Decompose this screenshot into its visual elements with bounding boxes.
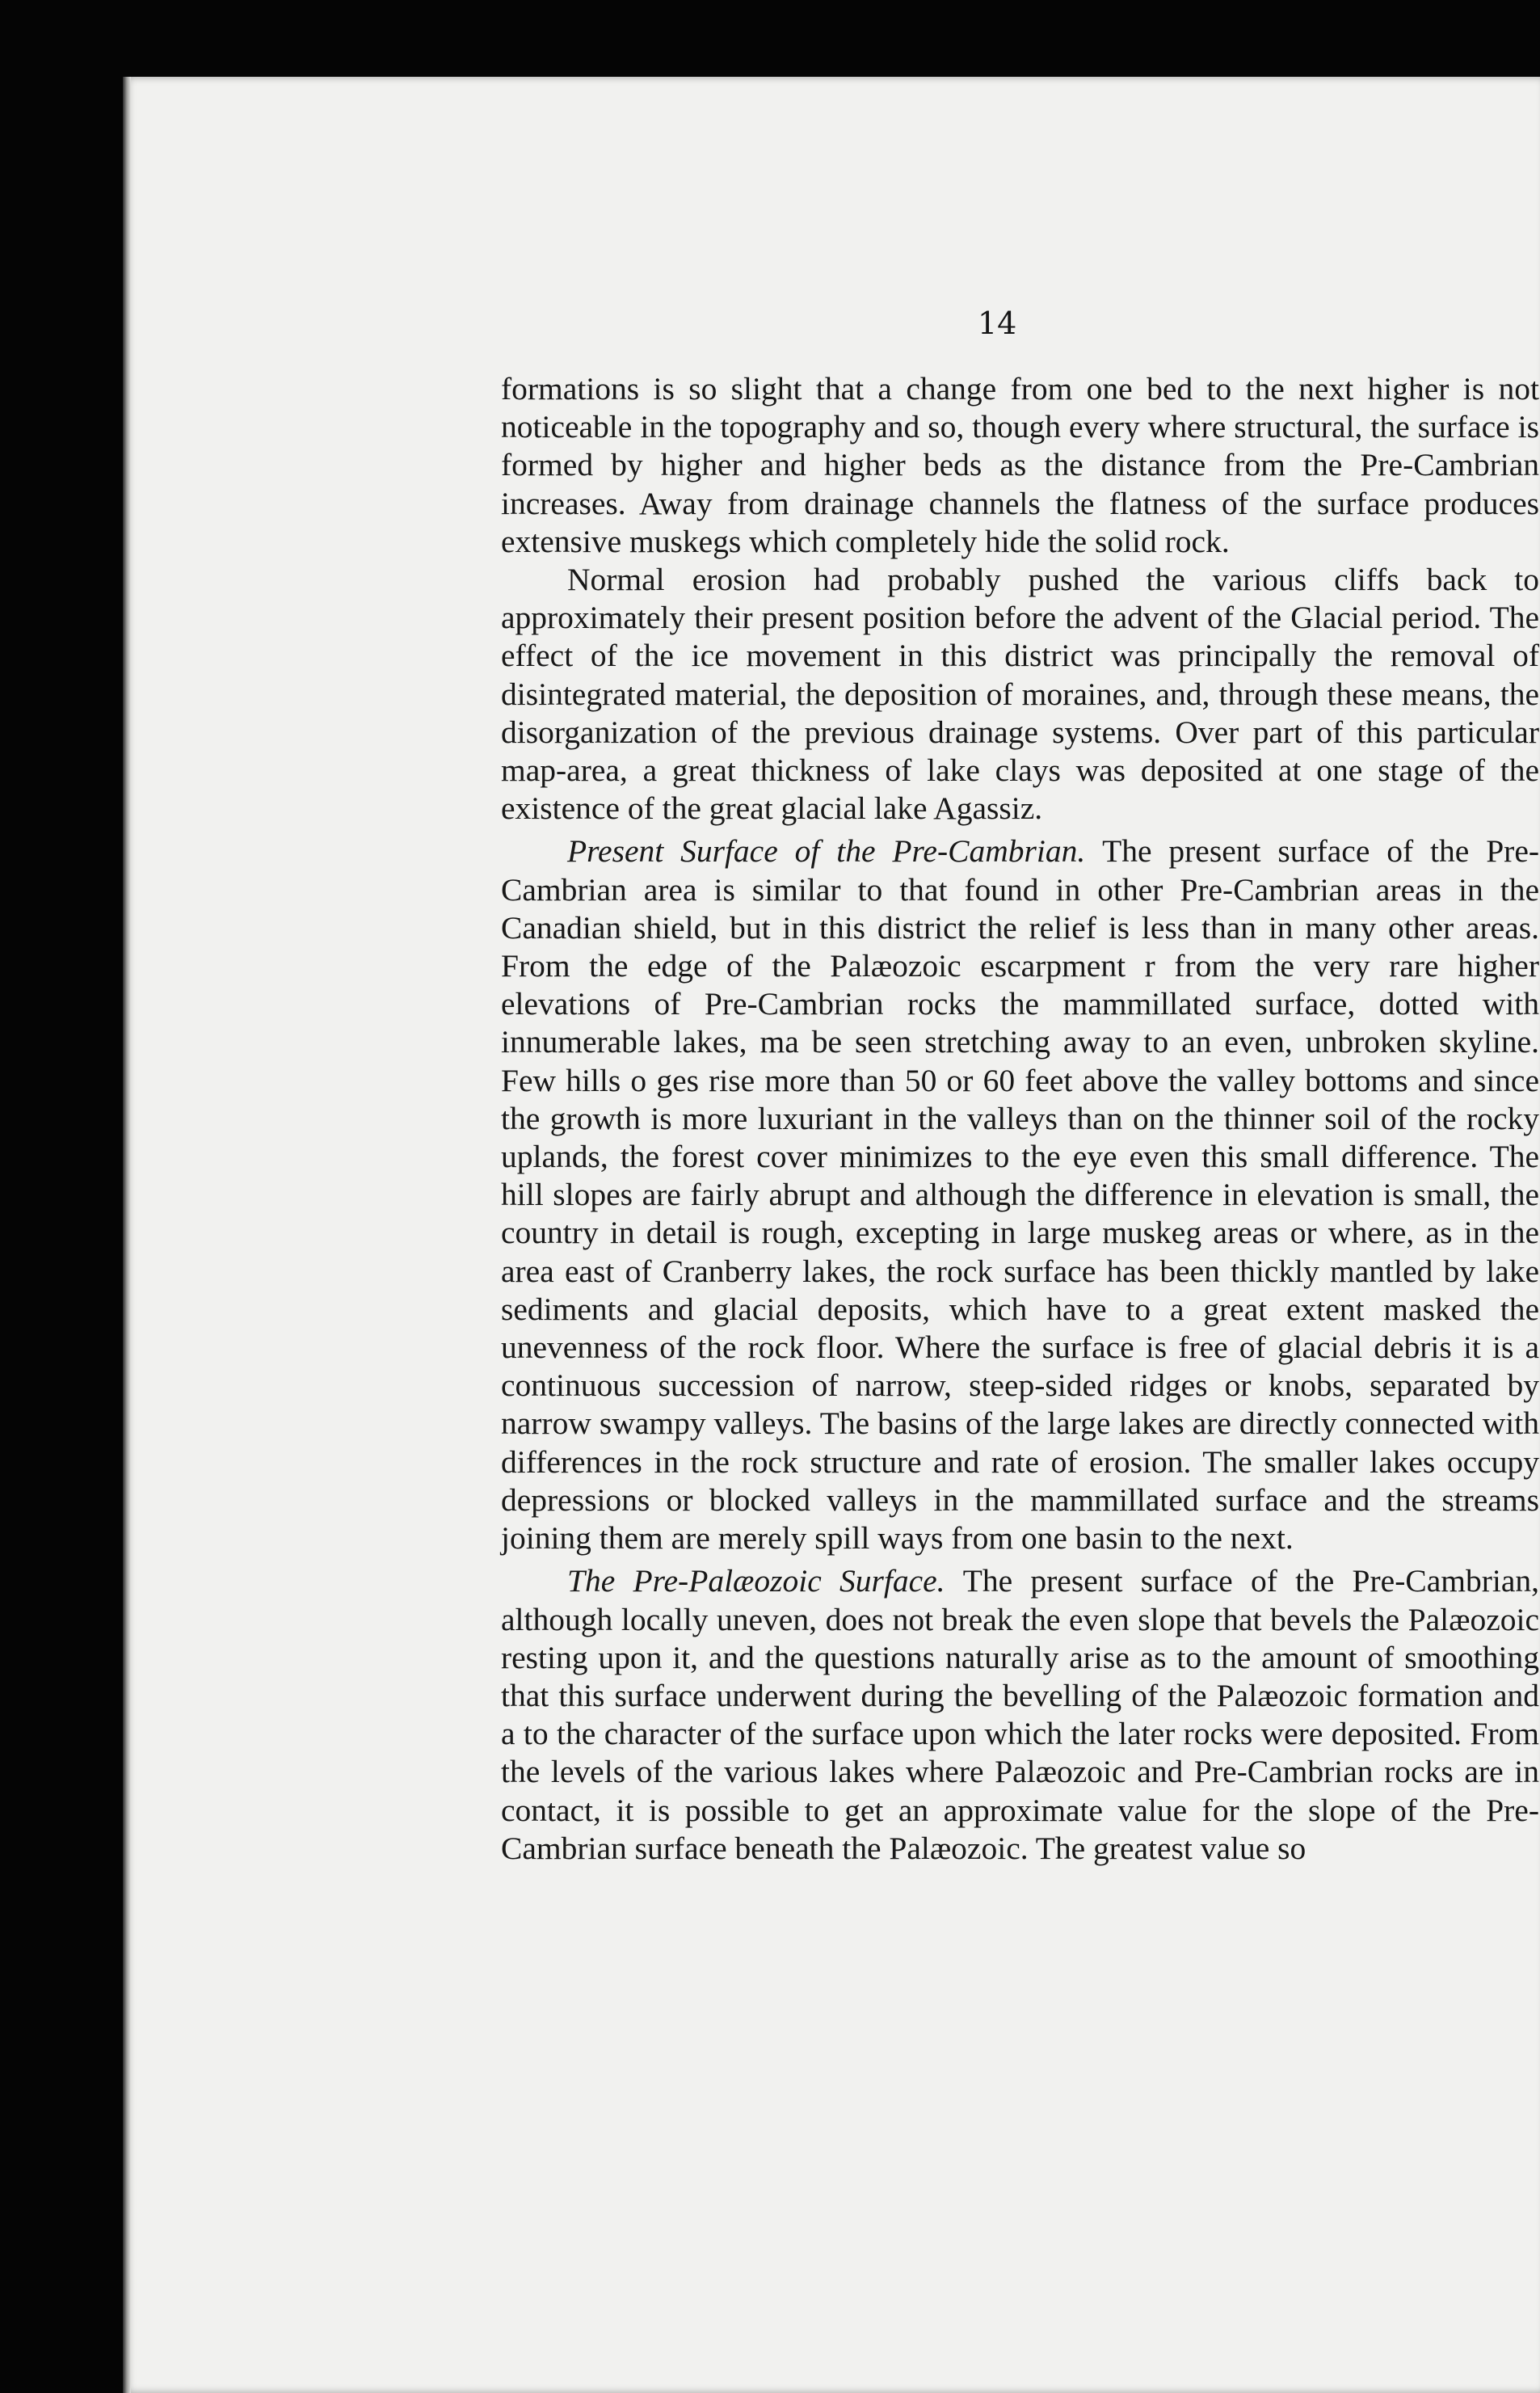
section-heading: The Pre-Palæozoic Surface. [567, 1563, 963, 1599]
paragraph-text: The present surface of the Pre-Cambrian, although locally uneven, does not break the even slope that bevels the Palæozoic resting upon it, and the questions naturally arise as to the amount of smoothing that this surface underwent during the bevelling of the Palæozoic formation and a to the character of the surface upon which the later rocks were deposited. From the levels of the various lakes where Palæozoic and Pre-Cambrian rocks are in contact, it is possible to get an approximate value for the slope of the Pre-Cambrian surface beneath the Palæozoic. The greatest value so [501, 1563, 1539, 1866]
paragraph-present-surface [501, 832, 1539, 1557]
section-heading: Present Surface of the Pre-Cambrian. [567, 833, 1103, 870]
paragraph-continuation [501, 370, 1539, 561]
page-number: 14 [978, 305, 1017, 341]
body-text [501, 370, 1539, 1868]
paragraph-text: formations is so slight that a change from one bed to the next higher is not noticeable in the topography and so, though every where structural, the surface is formed by higher and higher beds as the distance from the Pre-Cambrian increases. Away from drainage channels the flatness of the surface produces extensive muskegs which completely hide the solid rock. [501, 371, 1539, 559]
page-edge-shadow [123, 77, 131, 2393]
paragraph-text: The present surface of the Pre-Cambrian area is similar to that found in other Pre-Cambrian areas in the Canadian shield, but in this district the relief is less than in many other areas. From the edge of the Palæozoic escarpment r from the very rare higher elevations of Pre-Cambrian rocks the mammillated surface, dotted with innumerable lakes, ma be seen stretching away to an even, unbroken skyline. Few hills o ges rise more than 50 or 60 feet above the valley bottoms and since the growth is more luxuriant in the valleys than on the thinner soil of the rocky uplands, the forest cover minimizes to the eye even this small difference. The hill slopes are fairly abrupt and although the difference in elevation is small, the country in detail is rough, excepting in large muskeg areas or where, as in the area east of Cranberry lakes, the rock surface has been thickly mantled by lake sediments and glacial deposits, which have to a great extent masked the unevenness of the rock floor. Where the surface is free of glacial debris it is a continuous succession of narrow, steep-sided ridges or knobs, separated by narrow swampy valleys. The basins of the large lakes are directly connected with differences in the rock structure and rate of erosion. The smaller lakes occupy depressions or blocked valleys in the mammillated surface and the streams joining them are merely spill ways from one basin to the next. [501, 833, 1539, 1557]
paragraph-pre-palaeozoic-surface [501, 1562, 1539, 1868]
paragraph-erosion [501, 561, 1539, 828]
paragraph-text: Normal erosion had probably pushed the various cliffs back to approximately their present position before the advent of the Glacial period. The effect of the ice movement in this district was principally the removal of disintegrated material, the deposition of moraines, and, through these means, the disorganization of the previous drainage systems. Over part of this particular map-area, a great thickness of lake clays was deposited at one stage of the existence of the great glacial lake Agassiz. [501, 562, 1539, 827]
